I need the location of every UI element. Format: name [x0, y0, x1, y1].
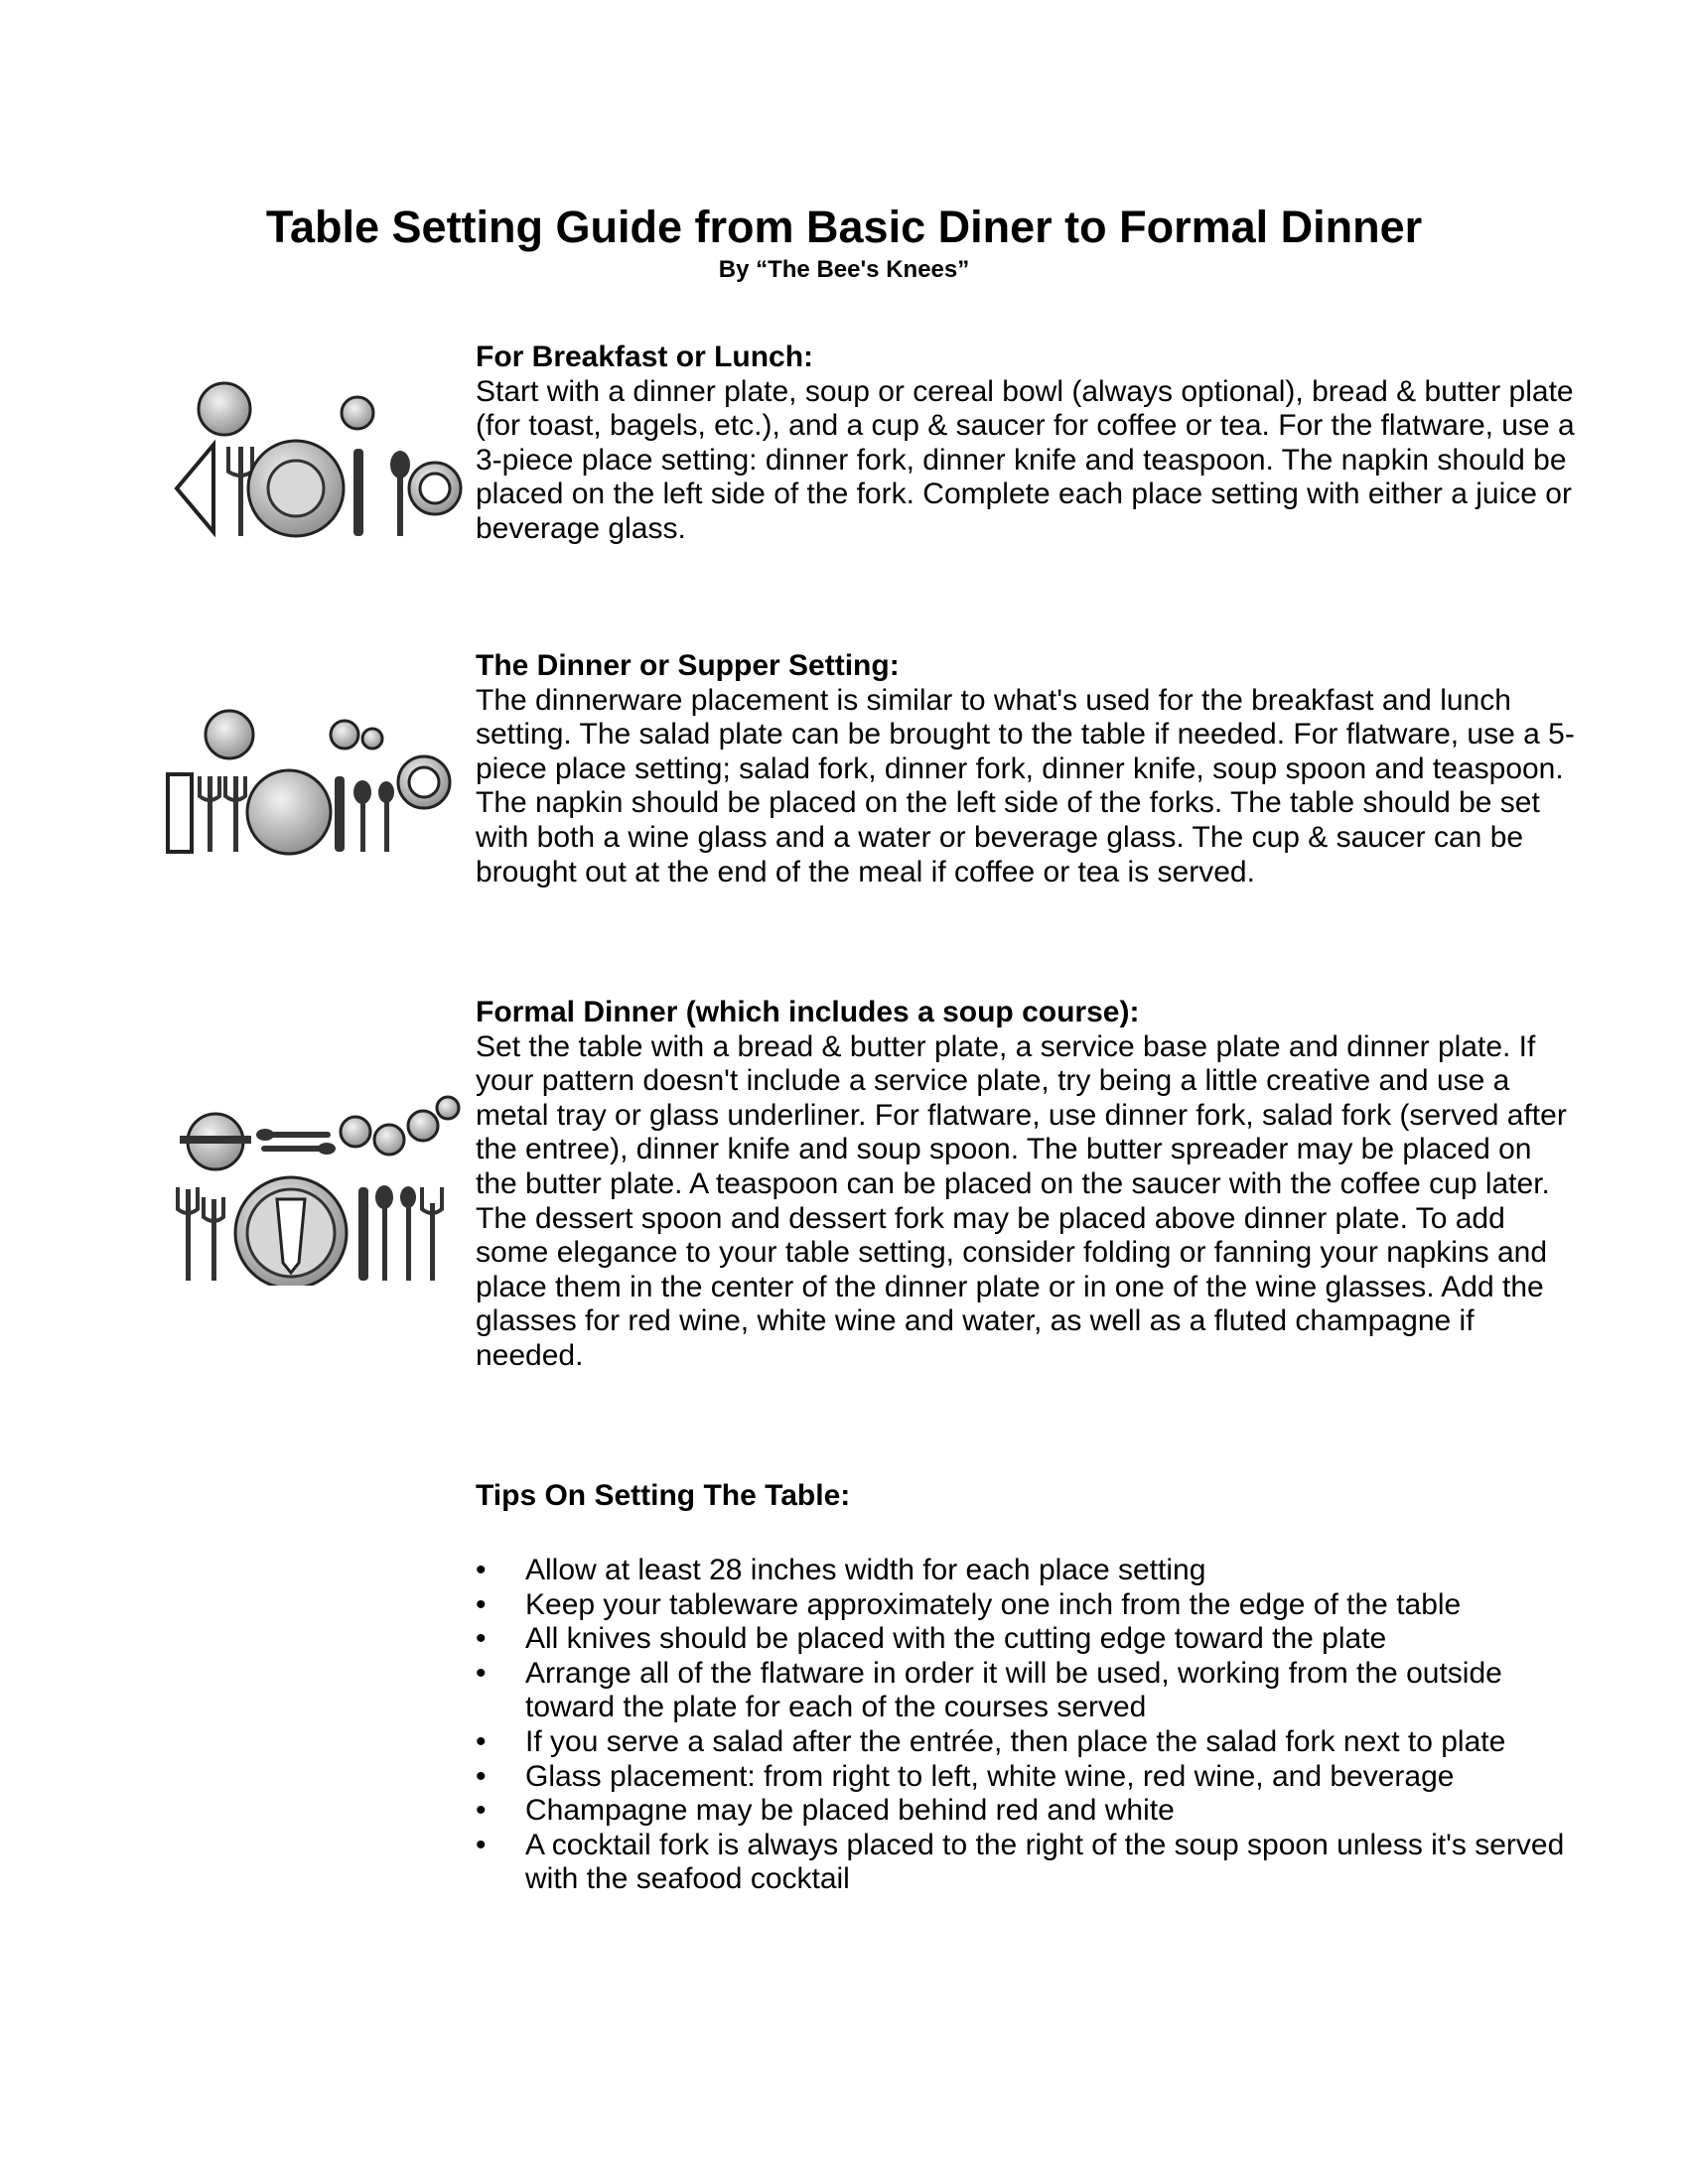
section-body: The dinnerware placement is similar to what's used for the breakfast and lunch setting. The salad plate can be brought to the table if needed. For flatware, use a 5-piece place setting; salad fork, dinner fork, dinner knife, soup spoon and teaspoon. The napkin should be placed on the left side of the forks. The table should be set with both a wine glass and a water or beverage glass. The cup & saucer can be brought out at the end of the meal if coffee or tea is served.	[476, 683, 1575, 888]
bullet-icon: •	[476, 1656, 487, 1690]
bullet-icon: •	[476, 1724, 487, 1758]
section-body: Set the table with a bread & butter plate, a service base plate and dinner plate. If your pattern doesn't include a service plate, try being a little creative and use a metal tray or glass underliner. For flatware, use dinner fork, salad fork (served after the entree), dinner knife and soup spoon. The butter spreader may be placed on the butter plate. A teaspoon can be placed on the saucer with the coffee cup later. The dessert spoon and dessert fork may be placed above dinner plate. To add some elegance to your table setting, consider folding or fanning your napkins and place them in the center of the dinner plate or in one of the wine glasses. Add the glasses for red wine, white wine and water, as well as a fluted champagne if needed.	[476, 1029, 1567, 1372]
formal-setting-illustration	[174, 1092, 462, 1286]
list-item	[476, 1657, 1578, 1725]
list-item	[476, 1622, 1578, 1657]
tip-text: All knives should be placed with the cutting edge toward the plate	[525, 1622, 1387, 1656]
tips-list	[476, 1554, 1578, 1897]
tip-text: Allow at least 28 inches width for each place setting	[525, 1554, 1206, 1586]
section-formal-dinner	[476, 996, 1578, 1374]
section-dinner-supper	[476, 649, 1578, 889]
list-item	[476, 1760, 1578, 1795]
bullet-icon: •	[476, 1587, 487, 1621]
author-byline: By “The Bee's Knees”	[718, 256, 970, 283]
breakfast-setting-illustration	[169, 377, 467, 546]
list-item	[476, 1725, 1578, 1760]
bullet-icon: •	[476, 1554, 487, 1586]
bullet-icon: •	[476, 1828, 487, 1861]
list-item	[476, 1554, 1578, 1588]
section-body: Start with a dinner plate, soup or cereal bowl (always optional), bread & butter plate (for toast, bagels, etc.), and a cup & saucer for coffee or tea. For the flatware, use a 3-piece place setting: dinner fork, dinner knife and teaspoon. The napkin should be placed on the left side of the fork. Complete each place setting with either a juice or beverage glass.	[476, 374, 1575, 545]
page-title: Table Setting Guide from Basic Diner to Formal Dinner	[265, 202, 1423, 252]
tips-heading: Tips On Setting The Table:	[476, 1479, 851, 1512]
tip-text: Champagne may be placed behind red and white	[525, 1794, 1175, 1828]
tip-text: Arrange all of the flatware in order it will be used, working from the outside toward the plate for each of the courses served	[525, 1656, 1502, 1724]
list-item	[476, 1794, 1578, 1829]
tip-text: If you serve a salad after the entrée, then place the salad fork next to plate	[525, 1724, 1506, 1758]
bullet-icon: •	[476, 1794, 487, 1828]
tip-text: Glass placement: from right to left, white wine, red wine, and beverage	[525, 1759, 1455, 1793]
tip-text: A cocktail fork is always placed to the right of the soup spoon unless it's served with the seafood cocktail	[525, 1828, 1565, 1896]
list-item	[476, 1829, 1578, 1897]
section-heading: The Dinner or Supper Setting:	[476, 649, 900, 682]
section-heading: For Breakfast or Lunch:	[476, 341, 814, 373]
section-heading: Formal Dinner (which includes a soup course):	[476, 996, 1140, 1028]
bullet-icon: •	[476, 1622, 487, 1656]
bullet-icon: •	[476, 1759, 487, 1793]
section-breakfast-lunch	[476, 341, 1578, 547]
tip-text: Keep your tableware approximately one inch from the edge of the table	[525, 1587, 1462, 1621]
list-item	[476, 1588, 1578, 1623]
dinner-setting-illustration	[164, 705, 462, 864]
